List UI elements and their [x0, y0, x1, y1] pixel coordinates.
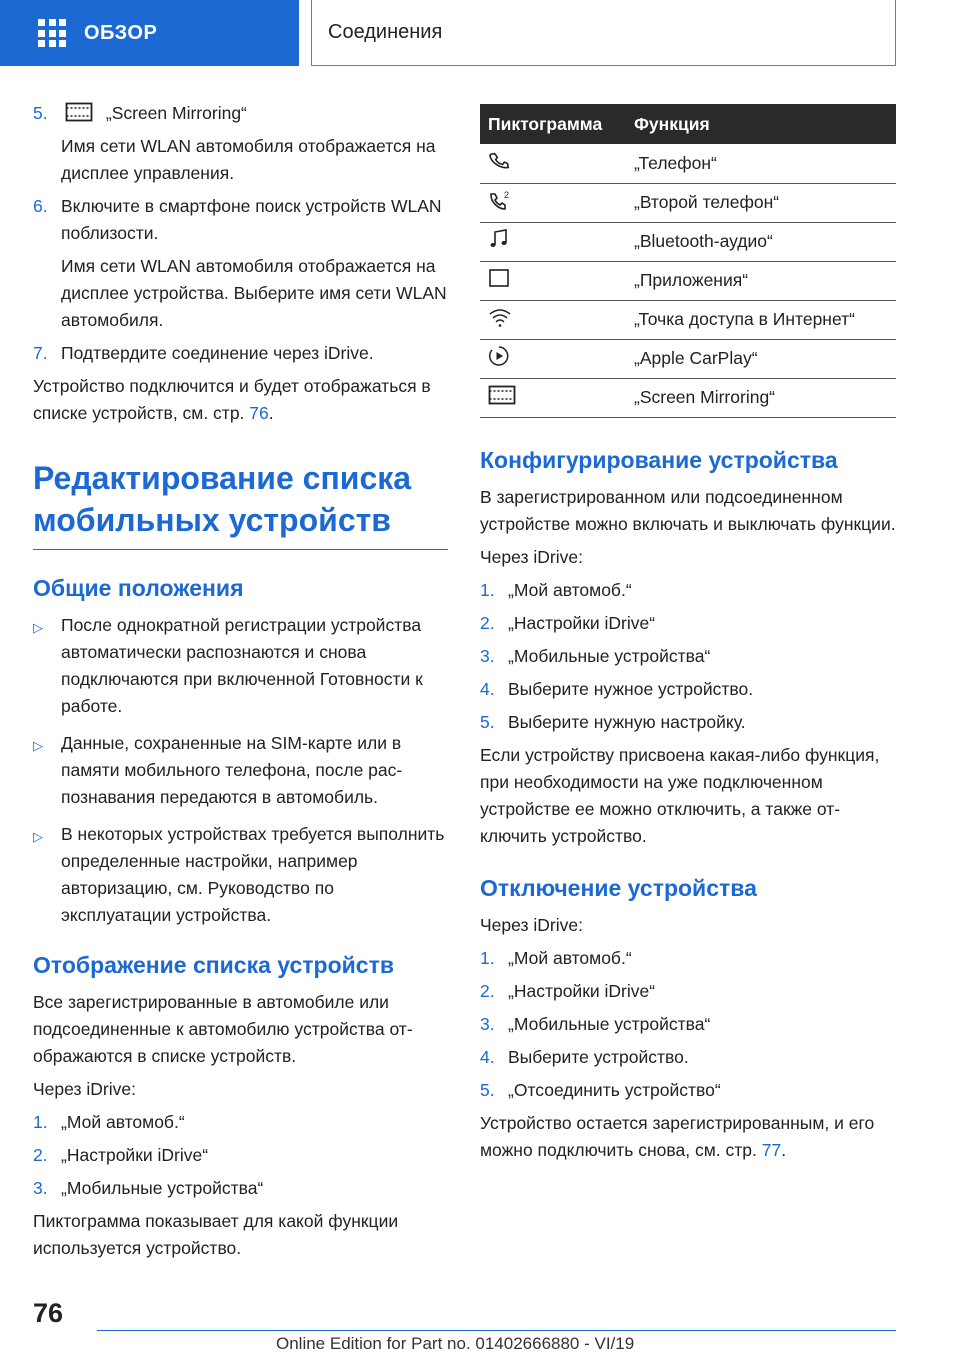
paragraph: Устройство остается зарегистрированным, и его можно подключить снова, см. стр. 77. [480, 1112, 875, 1160]
step-number: 5. [33, 103, 48, 123]
step-7 [33, 340, 448, 367]
list-item: 3. „Мобильные устройства“ [33, 1178, 264, 1198]
screen-mirroring-icon [65, 102, 93, 122]
overview-nav-button[interactable] [0, 0, 299, 66]
left-column [33, 100, 448, 1268]
subsection-title-config: Конфигурирование устройства [480, 446, 838, 473]
list-item: 5. Выберите нужную настройку. [480, 711, 746, 732]
list-item: 2. „Настройки iDrive“ [33, 1145, 209, 1165]
apps-icon [488, 267, 510, 289]
bullet-item: ▷ После однократной регистрации устройства автоматически распознаются и снова подключаются при включенной Готовности к работе. [33, 612, 448, 720]
svg-text:2: 2 [504, 190, 510, 200]
paragraph: Через iDrive: [33, 1079, 136, 1099]
breadcrumb[interactable] [311, 0, 896, 66]
paragraph: Устройство подключится и будет отображаться в списке устройств, см. стр. 76. [33, 376, 431, 423]
list-item: 5. „Отсоединить устройство“ [480, 1079, 721, 1100]
table-row: „Приложения“ [480, 261, 896, 300]
table-row: „Bluetooth-аудио“ [480, 222, 896, 261]
step-5 [33, 100, 448, 187]
list-item: 2. „Настройки iDrive“ [480, 980, 656, 1001]
paragraph: Через iDrive: [480, 914, 583, 935]
table-row: „Точка доступа в Интернет“ [480, 300, 896, 339]
triangle-bullet-icon: ▷ [33, 738, 43, 753]
page-number: 76 [33, 1298, 64, 1328]
subsection-title-display: Отображение списка устройств [33, 952, 394, 978]
grid-icon [38, 19, 66, 47]
step-text: Включите в смартфоне поиск устройств WLAN поблизости. [61, 196, 442, 243]
table-header-icon: Пиктограмма [480, 104, 630, 144]
bullet-item: ▷ В некоторых устройствах требуется выполнить определенные настройки, например авторизацию, см. Руководство по эксплуатации устройства. [33, 821, 448, 929]
step-text: Имя сети WLAN автомобиля отображается на дисплее управления. [61, 136, 436, 183]
subsection-title-general: Общие положения [33, 575, 244, 601]
table-header-function: Функция [630, 104, 896, 144]
wifi-hotspot-icon [488, 306, 512, 328]
footer-divider [97, 1330, 896, 1331]
table-row: 2 „Второй телефон“ [480, 183, 896, 222]
triangle-bullet-icon: ▷ [33, 620, 43, 635]
paragraph: Пиктограмма показывает для какой функции используется устройство. [33, 1211, 399, 1258]
list-item: 1. „Мой автомоб.“ [33, 1112, 185, 1132]
triangle-bullet-icon: ▷ [33, 829, 43, 844]
list-item: 2. „Настройки iDrive“ [480, 612, 656, 633]
pictogram-table [480, 104, 896, 418]
step-text: Имя сети WLAN автомобиля отображается на дисплее устройства. Выберите имя сети WLAN автомобиля. [61, 256, 447, 330]
overview-nav-label: ОБЗОР [84, 21, 158, 44]
second-phone-icon [488, 189, 512, 211]
step-number: 7. [33, 343, 48, 363]
music-note-icon [488, 228, 510, 250]
list-item: 1. „Мой автомоб.“ [480, 947, 632, 968]
breadcrumb-label: Соединения [328, 21, 443, 43]
edition-text: Online Edition for Part no. 01402666880 - VI/19 [276, 1334, 635, 1353]
step-number: 6. [33, 196, 48, 216]
page-link[interactable]: 76 [249, 403, 269, 423]
phone-icon [488, 150, 510, 172]
table-row: „Screen Mirroring“ [480, 378, 896, 417]
list-item: 3. „Мобильные устройства“ [480, 645, 711, 666]
carplay-icon [488, 345, 510, 367]
paragraph: В зарегистрированном или подсоединенном устройстве можно включать и выключать функции. [480, 486, 896, 534]
list-item: 4. Выберите нужное устройство. [480, 678, 754, 699]
step-title: „Screen Mirroring“ [105, 103, 247, 123]
page-header [0, 0, 960, 66]
screen-mirroring-icon [488, 385, 516, 405]
bullet-item: ▷ Данные, сохраненные на SIM-карте или в памяти мобильного телефона, после распознавания передаются в автомобиль. [33, 730, 448, 811]
table-row: „Телефон“ [480, 144, 896, 183]
list-item: 1. „Мой автомоб.“ [480, 579, 632, 600]
list-item: 4. Выберите устройство. [480, 1046, 689, 1067]
right-column [480, 104, 896, 1170]
paragraph: Все зарегистрированные в автомобиле или подсоединенные к автомобилю устройства отображаются в списке устройств. [33, 992, 413, 1066]
subsection-title-disconnect: Отключение устройства [480, 874, 757, 901]
paragraph: Через iDrive: [480, 546, 583, 567]
paragraph: Если устройству присвоена какая-либо функция, при необходимости на уже подключенном устройстве ее можно отключить, а также отключить устройство. [480, 744, 880, 846]
section-title: Редактирование списка мобильных устройств [33, 457, 448, 550]
step-6 [33, 193, 448, 334]
step-text: Подтвердите соединение через iDrive. [61, 343, 374, 363]
page-link[interactable]: 77 [761, 1139, 782, 1160]
table-row: „Apple CarPlay“ [480, 339, 896, 378]
list-item: 3. „Мобильные устройства“ [480, 1013, 711, 1034]
